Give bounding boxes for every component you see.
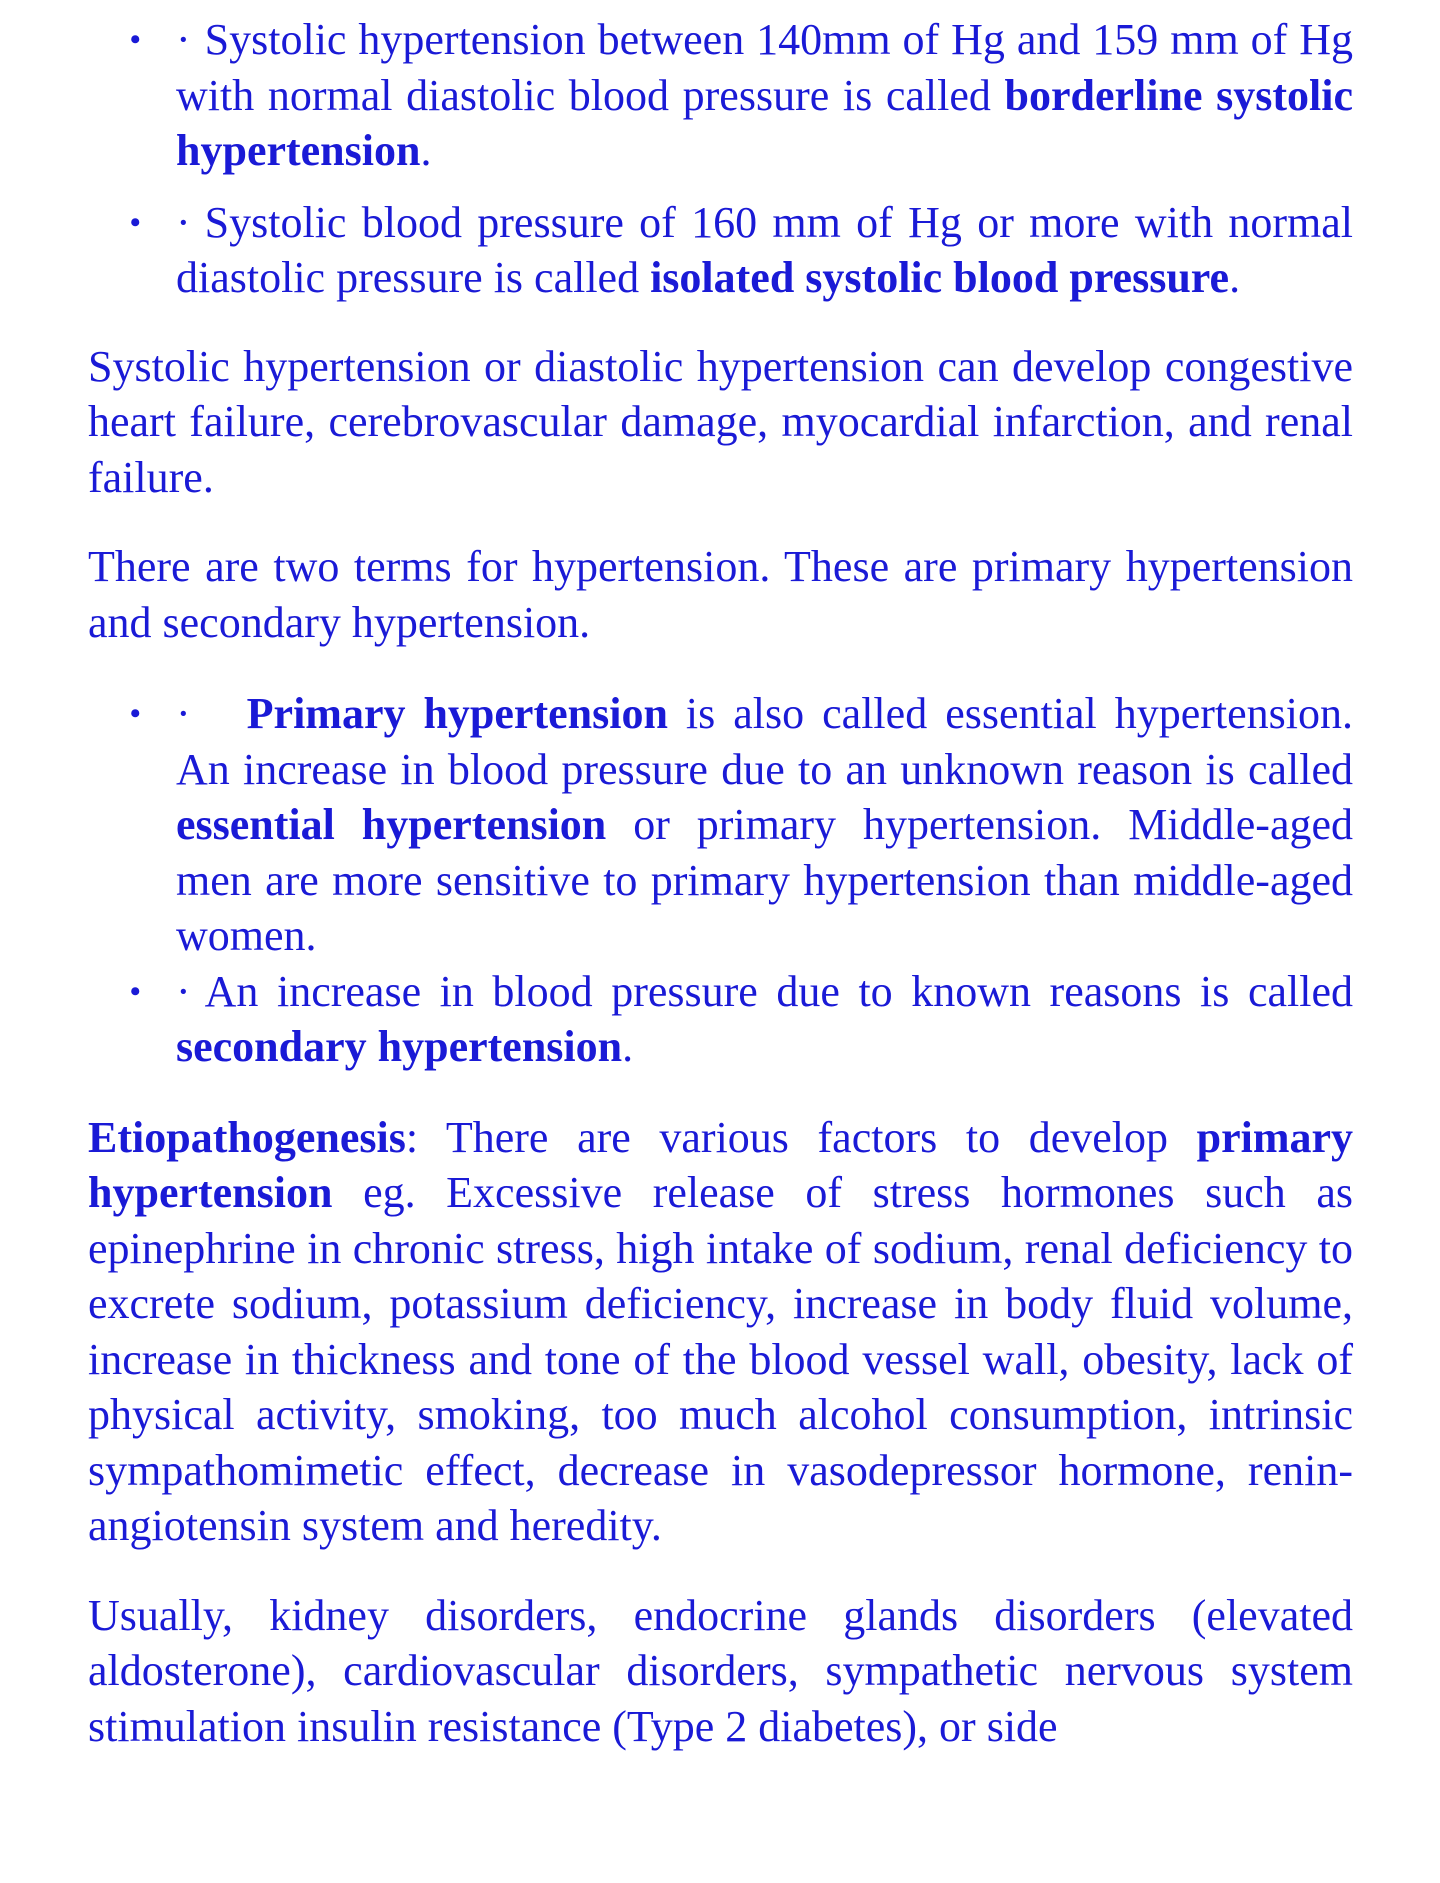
bullet-list-types bbox=[88, 686, 1353, 1075]
list-item bbox=[88, 12, 1353, 179]
bullet-dot-icon: • bbox=[130, 205, 141, 239]
list-item bbox=[88, 686, 1353, 964]
paragraph-complications: Systolic hypertension or diastolic hypertension can develop congestive heart failure, cerebrovascular damage, myocardial infarction, and renal failure. bbox=[88, 341, 1353, 502]
list-item-text-end: or primary hypertension. Middle-aged men are more sensitive to primary hypertension than middle-aged women. bbox=[176, 800, 1353, 960]
bullet-dot-icon: • bbox=[130, 974, 141, 1008]
list-item-text-end: . bbox=[622, 1022, 634, 1071]
paragraph-secondary-causes: Usually, kidney disorders, endocrine glands disorders (elevated aldosterone), cardiovascular disorders, sympathetic nervous system stimulation insulin resistance (Type 2 diabetes), or side bbox=[88, 1590, 1353, 1751]
bullet-dot-icon: • bbox=[130, 697, 141, 730]
document-page bbox=[88, 12, 1353, 1754]
bold-term: borderline systolic hypertension bbox=[176, 70, 1353, 175]
middle-dot: · bbox=[176, 15, 191, 64]
bold-term: primary hypertension bbox=[88, 1112, 1353, 1217]
paragraph-two-terms: There are two terms for hypertension. These are primary hypertension and secondary hypertension. bbox=[88, 542, 1353, 647]
bold-term: Primary hypertension bbox=[246, 689, 668, 738]
list-item-text: Systolic blood pressure of 160 mm of Hg or more with normal diastolic pressure is called bbox=[176, 197, 1353, 302]
list-item bbox=[88, 195, 1353, 306]
section-heading-term: Etiopathogenesis bbox=[88, 1112, 406, 1162]
middle-dot: · bbox=[176, 197, 191, 247]
bullet-list-systolic bbox=[88, 12, 1353, 306]
list-item-text: Systolic hypertension between 140mm of Hg and 159 mm of Hg with normal diastolic blood pressure is called bbox=[176, 15, 1353, 120]
paragraph-text: eg. Excessive release of stress hormones such as epinephrine in chronic stress, high intake of sodium, renal deficiency to excrete sodium, potassium deficiency, increase in body fluid volume, increase in thickness and tone of the blood vessel wall, obesity, lack of physical activity, smoking, too much alcohol consumption, intrinsic sympathomimetic effect, decrease in vasodepressor hormone, renin-angiotensin system and heredity. bbox=[88, 1168, 1353, 1550]
bold-term: secondary hypertension bbox=[176, 1022, 623, 1071]
list-item-text: is also called essential hypertension. An increase in blood pressure due to an unknown reason is called bbox=[176, 689, 1353, 794]
middle-dot: · bbox=[176, 689, 191, 738]
bold-term: essential hypertension bbox=[176, 800, 607, 849]
paragraph-text: : There are various factors to develop bbox=[405, 1112, 1197, 1162]
list-item bbox=[88, 964, 1353, 1075]
list-item-text: An increase in blood pressure due to known reasons is called bbox=[204, 966, 1353, 1016]
middle-dot: · bbox=[176, 966, 191, 1016]
bullet-dot-icon: • bbox=[130, 23, 141, 56]
list-item-text-end: . bbox=[1229, 253, 1241, 302]
bold-term: isolated systolic blood pressure bbox=[650, 253, 1230, 302]
paragraph-etiopathogenesis bbox=[88, 1110, 1353, 1554]
list-item-text-end: . bbox=[420, 126, 432, 175]
